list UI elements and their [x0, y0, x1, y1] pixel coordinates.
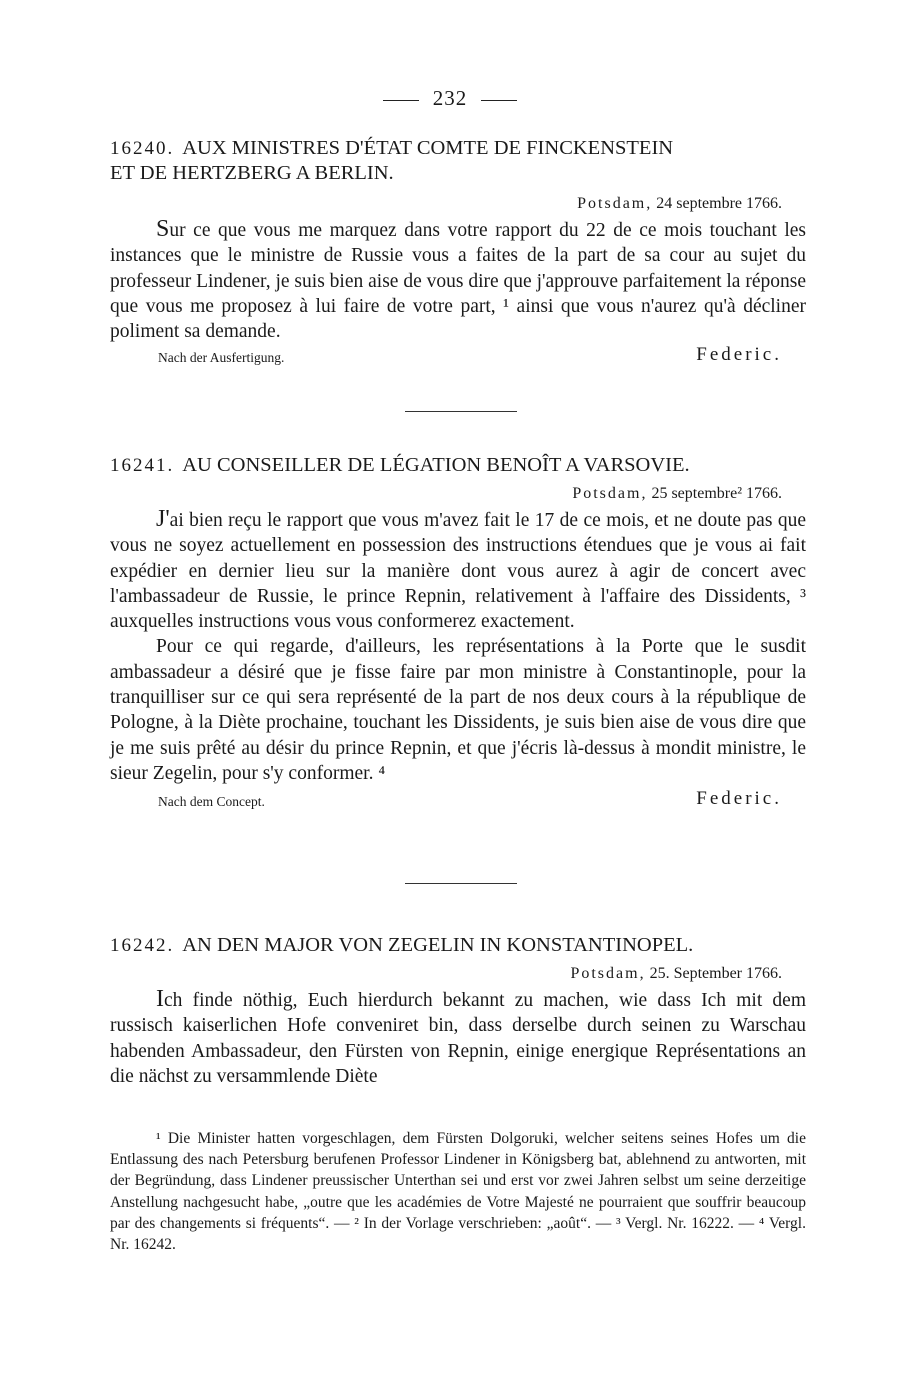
- letter-source: Nach dem Concept.: [158, 794, 265, 810]
- letter-title-line1: AU CONSEILLER DE LÉGATION BENOÎT A VARSOVIE.: [182, 454, 690, 476]
- page-number: 232: [0, 86, 900, 111]
- letter-paragraph: J'ai bien reçu le rapport que vous m'avez fait le 17 de ce mois, et ne doute pas que vous ne soyez actuellement en possession des instructions étendues que je vous ai fait expédier en dernier lieu sur la manière dont vous aurez à agir de concert avec l'ambassadeur de Russie, le prince Repnin, relativement à l'affaire des Dissidents, ³ auxquelles instructions vous vous conformerez exactement.: [110, 506, 806, 633]
- section-divider: [405, 411, 517, 412]
- letter-dateline: [110, 193, 782, 215]
- letter-date: 24 septembre 1766.: [656, 195, 782, 212]
- letter-16242: [110, 933, 806, 1089]
- letter-dateline: [110, 963, 782, 985]
- letter-paragraph: Pour ce qui regarde, d'ailleurs, les représentations à la Porte que le susdit ambassadeur a désiré que je fisse faire par mon ministre à Constantinople, pour la tranquilliser sur ce qui sera représenté de la part de nos deux cours à la république de Pologne, à la Diète prochaine, touchant les Dissidents, je suis bien aise de vous dire que je me suis prêté au désir du prince Repnin, et que j'écris là-dessus à mondit ministre, le sieur Zegelin, pour s'y conformer. ⁴: [110, 636, 806, 784]
- letter-date: 25 septembre² 1766.: [651, 485, 782, 502]
- letter-body: [110, 507, 806, 786]
- letter-16240: [110, 136, 806, 370]
- letter-body: [110, 217, 806, 344]
- page-number-dash-left: [383, 100, 419, 101]
- letter-title-line1: AN DEN MAJOR VON ZEGELIN IN KONSTANTINOPEL.: [182, 934, 694, 956]
- letter-16241: [110, 453, 806, 814]
- letter-signature: Federic.: [696, 788, 782, 810]
- footnote-text: ¹ Die Minister hatten vorgeschlagen, dem Fürsten Dolgoruki, welcher seitens seines Hofes um die Entlassung des nach Petersburg berufenen Professor Lindener in Königsberg bat, ablehnend zu antworten, mit der Begründung, dass Lindener preussischer Unterthan sei und erst vor zwei Jahren selbst um seine derzeitige Anstellung nachgesucht habe, „outre que les académies de Votre Majesté ne pourraient que souffrir beaucoup par des changements si fréquents“. — ² In der Vorlage verschrieben: „août“. — ³ Vergl. Nr. 16222. — ⁴ Vergl. Nr. 16242.: [110, 1130, 806, 1254]
- letter-place: Potsdam,: [577, 195, 653, 212]
- letter-title-line2: ET DE HERTZBERG A BERLIN.: [110, 162, 394, 184]
- letter-signature: Federic.: [696, 344, 782, 366]
- letter-heading: [110, 453, 806, 478]
- section-divider: [405, 883, 517, 884]
- letter-date: 25. September 1766.: [649, 965, 782, 982]
- letter-number: 16242.: [110, 935, 175, 956]
- letter-place: Potsdam,: [570, 965, 646, 982]
- letter-number: 16241.: [110, 455, 175, 476]
- letter-heading: [110, 933, 806, 958]
- letter-paragraph: Ich finde nöthig, Euch hierdurch bekannt zu machen, wie dass Ich mit dem russisch kaiserlichen Hofe conveniret bin, dass derselbe durch seinen zu Warschau habenden Ambassadeur, den Fürsten von Repnin, einige energique Représentations an die nächst zu versammlende Diète: [110, 986, 806, 1087]
- letter-title-line1: AUX MINISTRES D'ÉTAT COMTE DE FINCKENSTEIN: [182, 137, 674, 159]
- letter-source: Nach der Ausfertigung.: [158, 350, 285, 366]
- letter-place: Potsdam,: [572, 485, 648, 502]
- letter-body: [110, 987, 806, 1089]
- letter-number: 16240.: [110, 138, 175, 159]
- footnotes: [110, 1128, 806, 1255]
- letter-footer: [110, 344, 806, 370]
- letter-paragraph: Sur ce que vous me marquez dans votre rapport du 22 de ce mois touchant les instances que le ministre de Russie vous a faites de la part de sa cour au sujet du professeur Lindener, je suis bien aise de vous dire que j'approuve parfaitement la réponse que vous me proposez à lui faire de votre part, ¹ ainsi que vous n'aurez qu'à décliner poliment sa demande.: [110, 216, 806, 343]
- letter-dateline: [110, 483, 782, 505]
- letter-footer: [110, 788, 806, 814]
- page-number-dash-right: [481, 100, 517, 101]
- letter-heading: [110, 136, 806, 161]
